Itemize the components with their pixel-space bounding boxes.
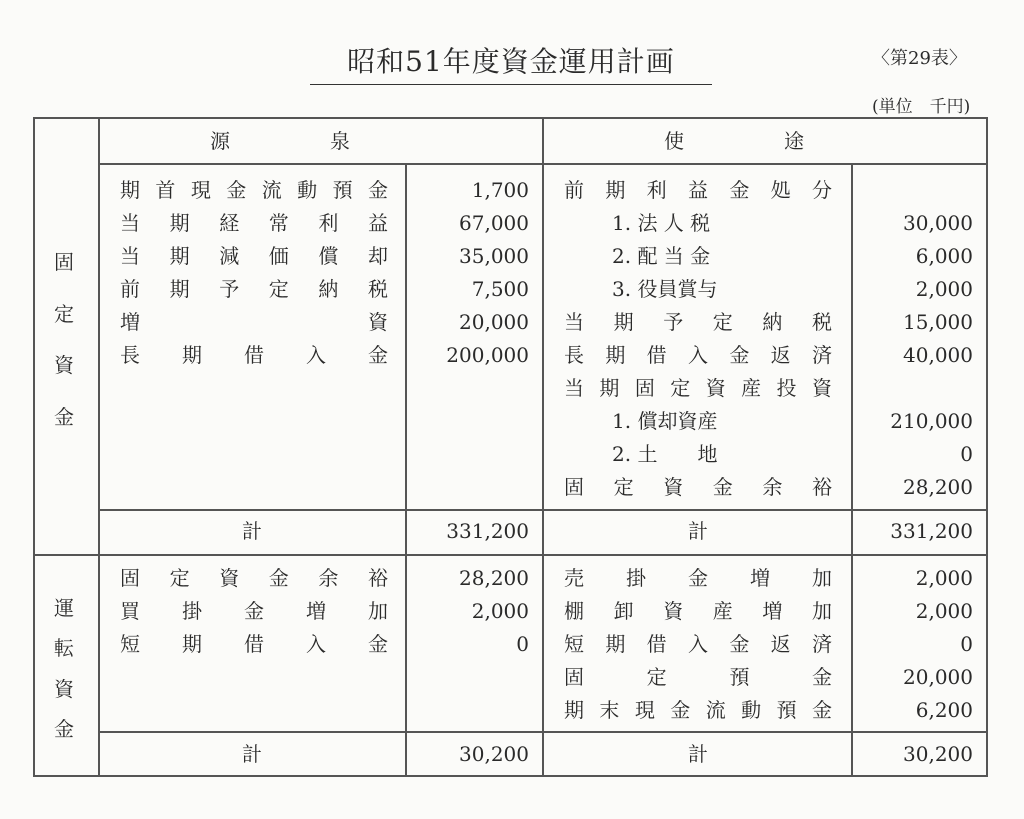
use-header: 使 途 — [664, 129, 804, 153]
fixed-source-total-label: 計 — [242, 519, 262, 543]
fixed-funds-label — [48, 246, 80, 430]
section-label-char: 運 — [54, 596, 74, 620]
source-item-value: 2,000 — [471, 599, 529, 623]
working-use-total: 30,200 — [903, 742, 973, 766]
use-item-value: 28,200 — [903, 475, 973, 499]
source-item-label: 固 定 資 金 余 裕 — [120, 566, 388, 590]
source-item-value: 67,000 — [459, 211, 529, 235]
source-item-label: 期 首 現 金 流 動 預 金 — [120, 178, 388, 202]
use-subitem-label: 1. 償却資産 — [612, 409, 718, 433]
working-use-total-label: 計 — [688, 742, 708, 766]
source-item-value: 200,000 — [446, 343, 529, 367]
use-item-label: 前 期 利 益 金 処 分 — [564, 178, 832, 202]
table-number: 〈第29表〉 — [872, 48, 967, 69]
use-item-label: 棚 卸 資 産 増 加 — [564, 599, 832, 623]
unit-label: (単位 千円) — [872, 97, 971, 117]
working-funds-label — [48, 592, 80, 742]
fixed-use-total-label: 計 — [688, 519, 708, 543]
working-source-total: 30,200 — [459, 742, 529, 766]
table-top-border — [33, 117, 988, 119]
section-divider — [33, 554, 988, 556]
use-subitem-label: 2. 土 地 — [612, 442, 718, 466]
use-subitem-label: 3. 役員賞与 — [612, 277, 718, 301]
use-item-value: 40,000 — [903, 343, 973, 367]
source-item-value: 35,000 — [459, 244, 529, 268]
table-bottom-border — [33, 775, 988, 777]
section-label-char: 金 — [54, 716, 74, 741]
fixed-source-total: 331,200 — [446, 519, 529, 543]
source-item-value: 7,500 — [471, 277, 529, 301]
use-subitem-label: 2. 配 当 金 — [612, 244, 711, 268]
use-item-value: 15,000 — [903, 310, 973, 334]
use-item-value: 2,000 — [915, 566, 973, 590]
use-subitem-label: 1. 法 人 税 — [612, 211, 711, 235]
source-item-value: 20,000 — [459, 310, 529, 334]
use-item-label: 当 期 予 定 納 税 — [564, 310, 832, 334]
source-header: 源 泉 — [210, 129, 350, 153]
source-item-label: 前 期 予 定 納 税 — [120, 277, 388, 301]
section-label-char: 転 — [54, 636, 74, 661]
use-item-label: 期 末 現 金 流 動 預 金 — [564, 698, 832, 722]
use-item-value: 30,000 — [903, 211, 973, 235]
section-label-char: 定 — [54, 301, 74, 326]
source-item-label: 買 掛 金 増 加 — [120, 599, 388, 623]
use-item-value: 210,000 — [890, 409, 973, 433]
table-left-border — [33, 117, 35, 777]
use-item-value: 6,000 — [915, 244, 973, 268]
use-item-label: 固 定 預 金 — [564, 665, 832, 689]
use-item-value: 2,000 — [915, 599, 973, 623]
section-label-char: 固 — [54, 250, 74, 274]
use-item-label: 売 掛 金 増 加 — [564, 566, 832, 590]
use-item-label: 当 期 固 定 資 産 投 資 — [564, 376, 832, 400]
use-item-label: 短 期 借 入 金 返 済 — [564, 632, 832, 656]
source-use-divider — [542, 117, 544, 777]
section-label-char: 金 — [54, 404, 74, 429]
use-item-label: 長 期 借 入 金 返 済 — [564, 343, 832, 367]
page-title: 昭和51年度資金運用計画 — [310, 40, 712, 85]
working-source-total-label: 計 — [242, 742, 262, 766]
source-item-label: 短 期 借 入 金 — [120, 632, 388, 656]
use-item-value: 2,000 — [915, 277, 973, 301]
section-label-char: 資 — [54, 676, 74, 701]
use-item-value: 0 — [960, 632, 973, 656]
source-item-label: 当 期 経 常 利 益 — [120, 211, 388, 235]
source-item-label: 当 期 減 価 償 却 — [120, 244, 388, 268]
source-item-label: 増 資 — [120, 310, 388, 334]
source-item-value: 0 — [516, 632, 529, 656]
source-item-value: 28,200 — [459, 566, 529, 590]
fixed-use-total: 331,200 — [890, 519, 973, 543]
section-label-char: 資 — [54, 353, 74, 378]
use-item-value: 20,000 — [903, 665, 973, 689]
label-column-divider — [98, 117, 100, 777]
source-item-label: 長 期 借 入 金 — [120, 343, 388, 367]
use-item-value: 6,200 — [915, 698, 973, 722]
use-item-value: 0 — [960, 442, 973, 466]
table-right-border — [986, 117, 988, 777]
use-item-label: 固 定 資 金 余 裕 — [564, 475, 832, 499]
source-item-value: 1,700 — [471, 178, 529, 202]
